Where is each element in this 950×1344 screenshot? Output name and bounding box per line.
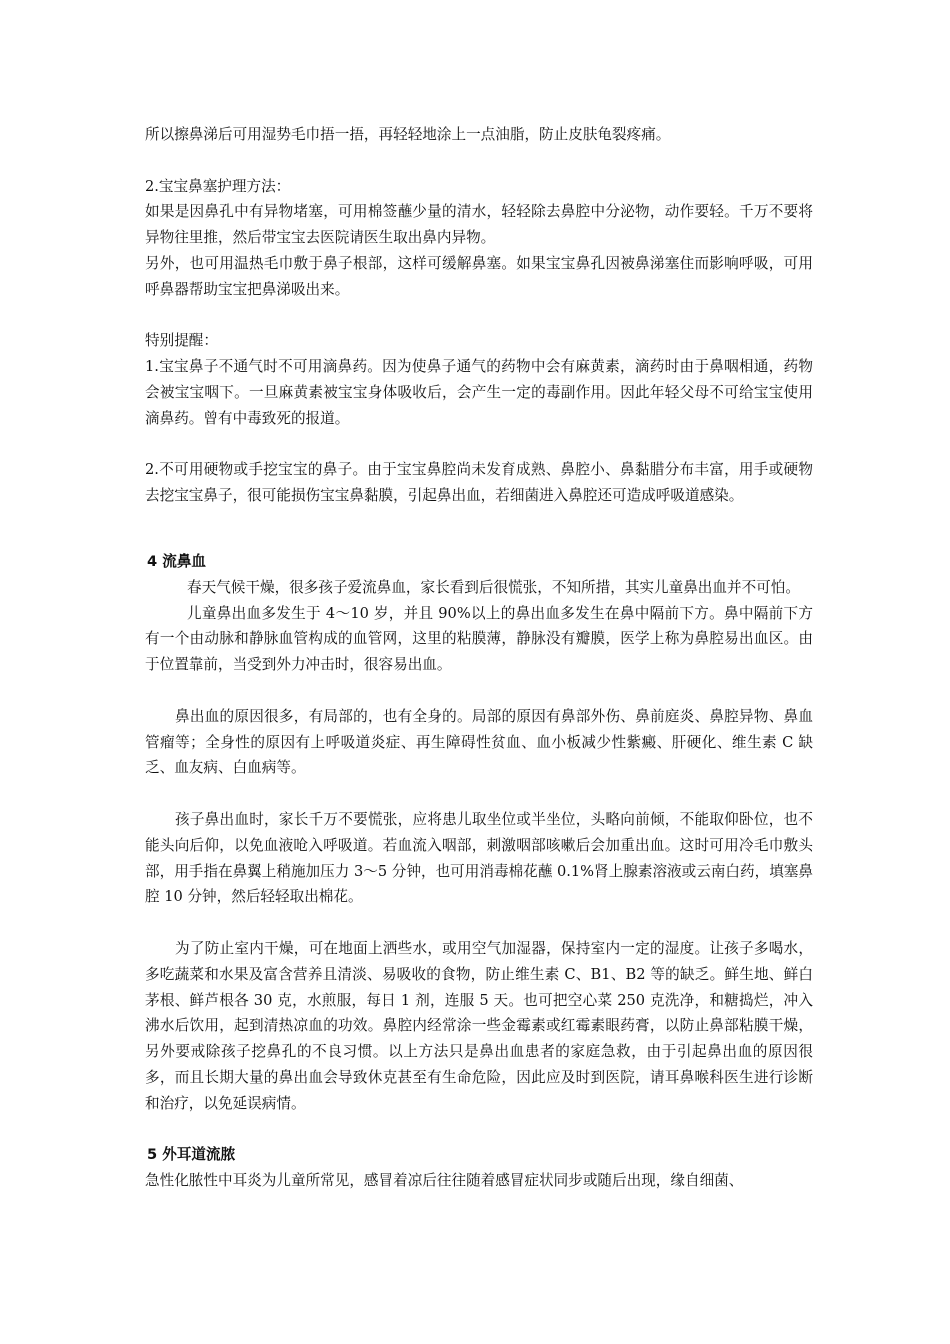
paragraph-nosebleed-causes: 鼻出血的原因很多，有局部的，也有全身的。局部的原因有鼻部外伤、鼻前庭炎、鼻腔异物、鼻血管瘤等；全身性的原因有上呼吸道炎症、再生障碍性贫血、血小板减少性紫癜、肝硬化、维生素 C 缺乏、血友病、白血病等。 bbox=[145, 707, 813, 777]
heading-ear-pus: 5 外耳道流脓 bbox=[147, 1146, 236, 1164]
heading-nosebleed: 4 流鼻血 bbox=[147, 552, 207, 570]
blank-line bbox=[145, 303, 813, 329]
paragraph-nosebleed-prevention: 为了防止室内干燥，可在地面上洒些水，或用空气加湿器，保持室内一定的湿度。让孩子多喝水，多吃蔬菜和水果及富含营养且清淡、易吸收的食物，防止维生素 C、B1、B2 等的缺乏。鲜生地、鲜白茅根、鲜芦根各 30 克，水煎服，每日 1 剂，连服 5 天。也可把空心菜 250 克洗净，和糖捣烂，冲入沸水后饮用，起到清热凉血的功效。鼻腔内经常涂一些金霉素或红霉素眼药膏，以防止鼻部粘膜干燥，另外要戒除孩子挖鼻孔的不良习惯。以上方法只是鼻出血患者的家庭急救，由于引起鼻出血的原因很多，而且长期大量的鼻出血会导致休克甚至有生命危险，因此应及时到医院，请耳鼻喉科医生进行诊断和治疗，以免延误病情。 bbox=[145, 939, 813, 1112]
paragraph-reminder-no-picking: 2.不可用硬物或手挖宝宝的鼻子。由于宝宝鼻腔尚未发育成熟、鼻腔小、鼻黏腊分布丰富，用手或硬物去挖宝宝鼻子，很可能损伤宝宝鼻黏膜，引起鼻出血，若细菌进入鼻腔还可造成呼吸道感染。 bbox=[145, 461, 813, 505]
blank-line bbox=[145, 781, 813, 807]
document-page bbox=[145, 122, 813, 1194]
paragraph-ear-otitis: 急性化脓性中耳炎为儿童所常见，感冒着凉后往往随着感冒症状同步或随后出现，缘自细菌、 bbox=[145, 1172, 744, 1190]
subheading-nasal-congestion: 2.宝宝鼻塞护理方法： bbox=[145, 177, 291, 195]
subheading-special-reminder: 特别提醒： bbox=[145, 332, 218, 350]
paragraph-nosebleed-age: 儿童鼻出血多发生于 4～10 岁，并且 90%以上的鼻出血多发生在鼻中隔前下方。鼻中隔前下方有一个由动脉和静脉血管构成的血管网，这里的粘膜薄，静脉没有瓣膜，医学上称为鼻腔易出血区。由于位置靠前，当受到外力冲击时，很容易出血。 bbox=[145, 604, 813, 674]
blank-line bbox=[145, 432, 813, 458]
paragraph-nosebleed-first-aid: 孩子鼻出血时，家长千万不要慌张，应将患儿取坐位或半坐位，头略向前倾，不能取仰卧位，也不能头向后仰，以免血液呛入呼吸道。若血流入咽部，刺激咽部咳嗽后会加重出血。这时可用冷毛巾敷头部，用手指在鼻翼上稍施加压力 3～5 分钟，也可用消毒棉花蘸 0.1%肾上腺素溶液或云南白药，填塞鼻腔 10 分钟，然后轻轻取出棉花。 bbox=[145, 810, 813, 906]
paragraph-congestion-warm-towel: 另外，也可用温热毛巾敷于鼻子根部，这样可缓解鼻塞。如果宝宝鼻孔因被鼻涕塞住而影响呼吸，可用呼鼻器帮助宝宝把鼻涕吸出来。 bbox=[145, 254, 813, 298]
blank-line bbox=[145, 1116, 813, 1142]
paragraph-congestion-foreign-body: 如果是因鼻孔中有异物堵塞，可用棉签蘸少量的清水，轻轻除去鼻腔中分泌物，动作要轻。千万不要将异物往里推，然后带宝宝去医院请医生取出鼻内异物。 bbox=[145, 203, 813, 247]
paragraph-reminder-nasal-drops: 1.宝宝鼻子不通气时不可用滴鼻药。因为使鼻子通气的药物中会有麻黄素，滴药时由于鼻咽相通，药物会被宝宝咽下。一旦麻黄素被宝宝身体吸收后，会产生一定的毒副作用。因此年轻父母不可给宝宝使用滴鼻药。曾有中毒致死的报道。 bbox=[145, 358, 813, 427]
paragraph-wipe-nose: 所以擦鼻涕后可用湿势毛巾捂一捂，再轻轻地涂上一点油脂，防止皮肤龟裂疼痛。 bbox=[145, 126, 671, 143]
paragraph-nosebleed-intro: 春天气候干燥，很多孩子爱流鼻血，家长看到后很慌张，不知所措，其实儿童鼻出血并不可怕。 bbox=[187, 578, 800, 596]
blank-line bbox=[145, 678, 813, 704]
blank-line bbox=[145, 509, 813, 549]
blank-line bbox=[145, 910, 813, 936]
blank-line bbox=[145, 148, 813, 174]
